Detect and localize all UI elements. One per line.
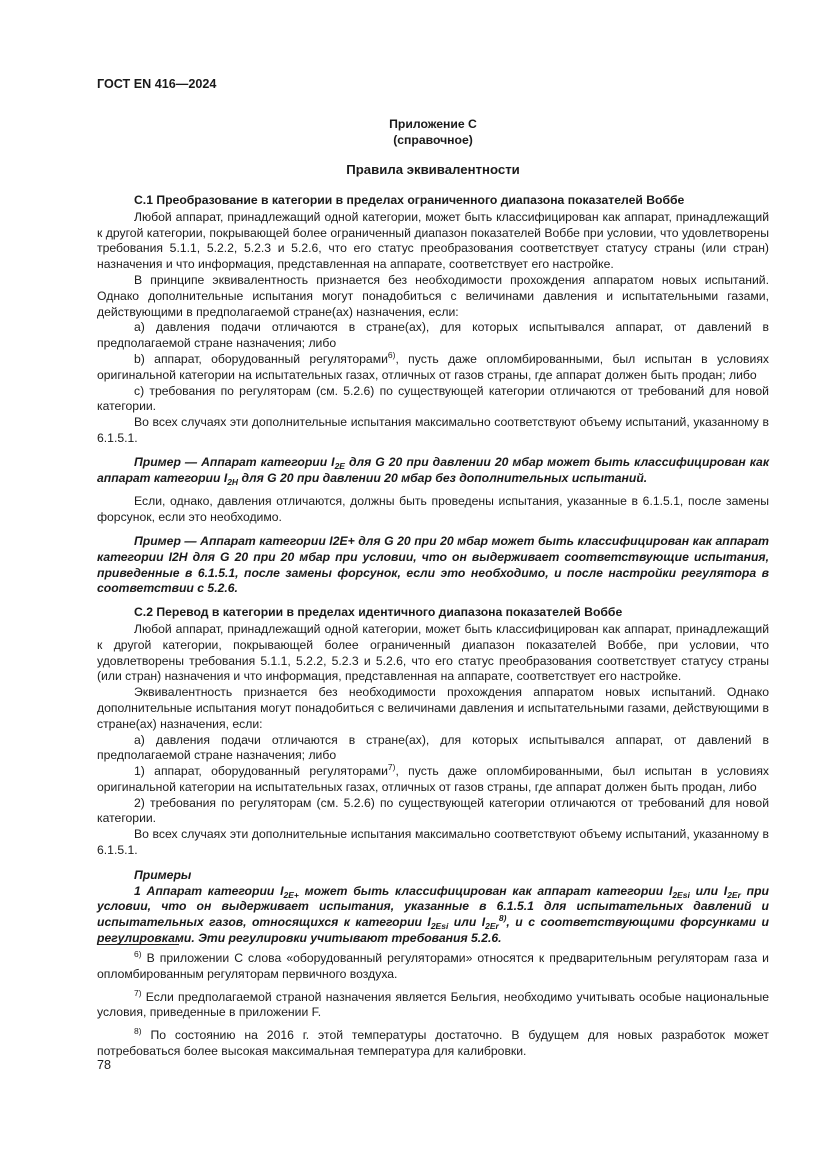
c2-item-1: 1) аппарат, оборудованный регуляторами$^{7)}$, пусть даже опломбированными, был испытан в условиях оригинальной категории на испытательных газах, отличных от газов страны, где аппарат должен быть продан, либо xyxy=(97,762,770,794)
c2-paragraph-2: Эквивалентность признается без необходимости прохождения аппаратом новых испытаний. Однако дополнительные испытания могут понадобиться с величинами давления и испытательными газами, действующими в стране(ах) назначения, если: xyxy=(97,685,769,731)
document-header: ГОСТ EN 416—2024 xyxy=(97,77,217,91)
footnote-ref-8: 8) xyxy=(498,913,507,924)
c1-paragraph-1: Любой аппарат, принадлежащий одной категории, может быть классифицирован как аппарат, принадлежащий к другой категории, покрывающей более ограниченный диапазон показателей Воббе при условии, что удовлетворены требования 5.1.1, 5.2.2, 5.2.3 и 5.2.6, что его статус преобразования соответствует статусу страны (или стран) назначения и что информация, представленная на аппарате, соответствует его настройке. xyxy=(97,209,769,272)
section-title: Правила эквивалентности xyxy=(346,162,520,177)
document-body xyxy=(97,192,769,947)
c1-item-a: a) давления подачи отличаются в стране(ах), для которых испытывался аппарат, от давлений в предполагаемой стране назначения; либо xyxy=(97,320,769,351)
annex-type: (справочное) xyxy=(393,133,473,147)
c1-item-b: b) аппарат, оборудованный регуляторами$^{6)}$, пусть даже опломбированными, был испытан в условиях оригинальной категории на испытательных газах, отличных от газов страны, где аппарат должен быть продан; либо xyxy=(97,349,770,382)
annex-heading xyxy=(97,116,769,148)
footnote-ref-6: 6) xyxy=(387,349,396,360)
footnote-7: $^{7)}$ Если предполагаемой страной назначения является Бельгия, необходимо учитывать особые национальные условия, приведенные в приложении F. xyxy=(97,987,769,1020)
footnote-separator xyxy=(97,944,179,945)
c2-item-2: 2) требования по регуляторам (см. 5.2.6) по существующей категории отличаются от требований для новой категории. xyxy=(97,795,769,826)
c1-heading: С.1 Преобразование в категории в пределах ограниченного диапазона показателей Воббе xyxy=(134,193,685,207)
c2-item-a: а) давления подачи отличаются в стране(ах), для которых испытывался аппарат, от давлений в предполагаемой стране назначения; либо xyxy=(97,732,769,763)
annex-title: Приложение С xyxy=(389,117,477,131)
footnotes xyxy=(97,951,769,1067)
c1-paragraph-3: Во всех случаях эти дополнительные испытания максимально соответствуют объему испытаний, указанному в 6.1.5.1. xyxy=(97,415,769,445)
c2-examples-label: Примеры xyxy=(134,867,192,882)
footnote-ref-7: 7) xyxy=(387,762,396,773)
c2-example-1: 1 Аппарат категории $I_{2E+}$ может быть классифицирован как аппарат категории $I_{2Esi}$ или $I_{2Er}$ при условии, что он выдерживает испытания, указанные в 6.1.5.1 для испытательных давлений и испытательных газов, относящихся к категории $I_{2Esi}$ или $I_{2Er}^{8)}$, и с соответствующими форсунками и регулировками. Эти регулировки учитывают требования 5.2.6. xyxy=(97,883,769,946)
footnote-6: $^{6)}$ В приложении С слова «оборудованный регуляторами» относятся к предварительным регуляторам газа и опломбированным регуляторам первичного воздуха. xyxy=(97,949,769,981)
c1-item-c: c) требования по регуляторам (см. 5.2.6) по существующей категории отличаются от требований для новой категории. xyxy=(97,383,769,414)
c1-paragraph-4: Если, однако, давления отличаются, должны быть проведены испытания, указанные в 6.1.5.1, после замены форсунок, если это необходимо. xyxy=(97,494,769,525)
c1-paragraph-2: В принципе эквивалентность признается без необходимости прохождения аппаратом новых испытаний. Однако дополнительные испытания могут понадобиться с величинами давления и испытательными газами, действующими в предполагаемой стране(ах) назначения, если: xyxy=(97,272,769,319)
c2-paragraph-3: Во всех случаях эти дополнительные испытания максимально соответствуют объему испытаний, указанному в 6.1.5.1. xyxy=(97,827,769,858)
c1-example-2: Пример — Аппарат категории I2E+ для G 20 при 20 мбар может быть классифицирован как аппарат категории I2H для G 20 при 20 мбар при условии, что он выдерживает соответствующие испытания, приведенные в 6.1.5.1, после замены форсунок, если это необходимо, и после настройки регулятора в соответствии с 5.2.6. xyxy=(97,533,769,596)
footnote-8: $^{8)}$ По состоянию на 2016 г. этой температуры достаточно. В будущем для новых разработок может потребоваться более высокая максимальная температура для калибровки. xyxy=(97,1026,769,1058)
page-number: 78 xyxy=(97,1058,112,1072)
c1-example-1: Пример — Аппарат категории $I_{2E}$ для G 20 при давлении 20 мбар может быть классифицирован как аппарат категории $I_{2H}$ для G 20 при давлении 20 мбар без дополнительных испытаний. xyxy=(97,454,770,487)
c2-paragraph-1: Любой аппарат, принадлежащий одной категории, может быть классифицирован как аппарат, принадлежащий к другой категории, покрывающей более ограниченный диапазон показателей Воббе, при условии, что удовлетворены требования 5.1.1, 5.2.2, 5.2.3 и 5.2.6, что его статус преобразования соответствует статусу страны (или стран) назначения и что информация, представленная на аппарате, соответствует его настройке. xyxy=(97,621,769,684)
c2-heading: С.2 Перевод в категории в пределах идентичного диапазона показателей Воббе xyxy=(134,605,623,620)
